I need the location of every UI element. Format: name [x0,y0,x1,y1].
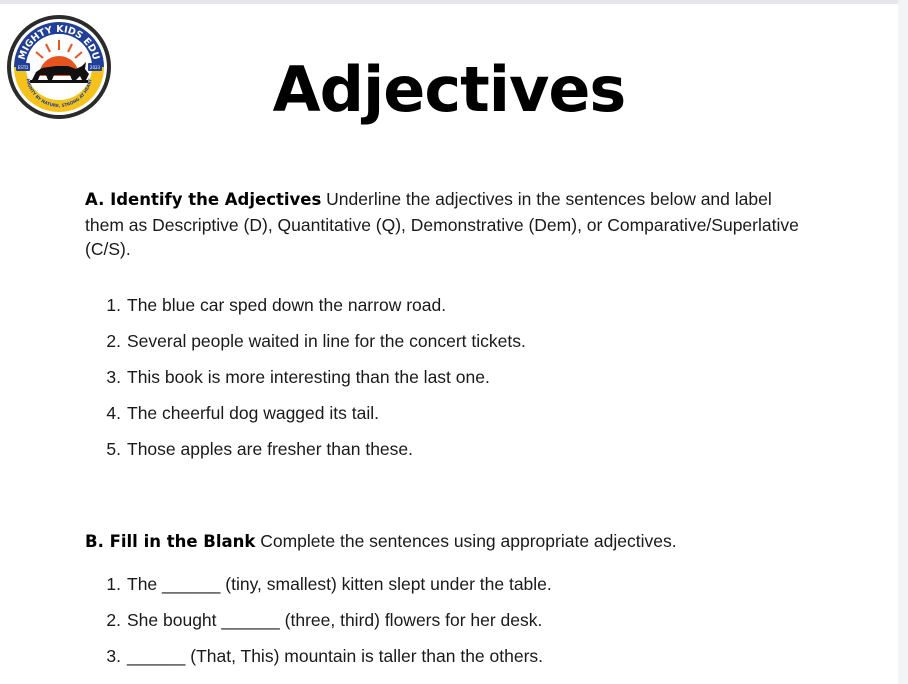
page-scroll-gutter[interactable] [898,0,908,684]
list-item-number: 1. [106,295,121,315]
list-item-text: Several people waited in line for the concert tickets. [127,331,526,351]
list-item-text: The cheerful dog wagged its tail. [127,403,379,423]
list-item-text: The blue car sped down the narrow road. [127,295,447,315]
list-item [96,574,816,610]
section-a-heading: A. Identify the Adjectives [85,190,322,209]
section-b-heading: B. Fill in the Blank [85,532,256,551]
section-a-list [96,295,816,475]
list-item [96,439,816,475]
section-a-instructions-text: Underline the adjectives in the sentences below and label them as Descriptive (D), Quantitative (Q), Demonstrative (Dem), or Comparative/Superlative (C/S). [85,189,799,259]
list-item [96,403,816,439]
list-item [96,331,816,367]
list-item-text: This book is more interesting than the last one. [127,367,490,387]
section-b-list [96,574,816,682]
list-item-text: Those apples are fresher than these. [127,439,414,459]
list-item-number: 2. [106,331,121,351]
list-item-text: The ______ (tiny, smallest) kitten slept under the table. [127,574,552,594]
list-item-number: 5. [106,439,121,459]
list-item-number: 4. [106,403,121,423]
section-b-instructions [85,529,815,555]
list-item-text: ______ (That, This) mountain is taller than the others. [127,646,544,666]
worksheet-page [0,4,898,684]
list-item-text: She bought ______ (three, third) flowers for her desk. [127,610,543,630]
list-item-number: 3. [106,367,121,387]
list-item-number: 2. [106,610,121,630]
list-item [96,367,816,403]
list-item [96,646,816,682]
list-item [96,610,816,646]
logo-year-text: 2023 [89,65,101,70]
section-b-instructions-text: Complete the sentences using appropriate adjectives. [255,531,677,551]
logo-top-text: MIGHTY KIDS EDU [16,23,102,62]
section-a-instructions [85,187,815,262]
logo-bottom-text: MIGHTY BY NATURE, STRONG AT HEART [25,78,93,109]
list-item-number: 3. [106,646,121,666]
logo-estd-text: ESTD [17,65,29,70]
list-item-number: 1. [106,574,121,594]
list-item [96,295,816,331]
worksheet-title: Adjectives [272,53,626,126]
